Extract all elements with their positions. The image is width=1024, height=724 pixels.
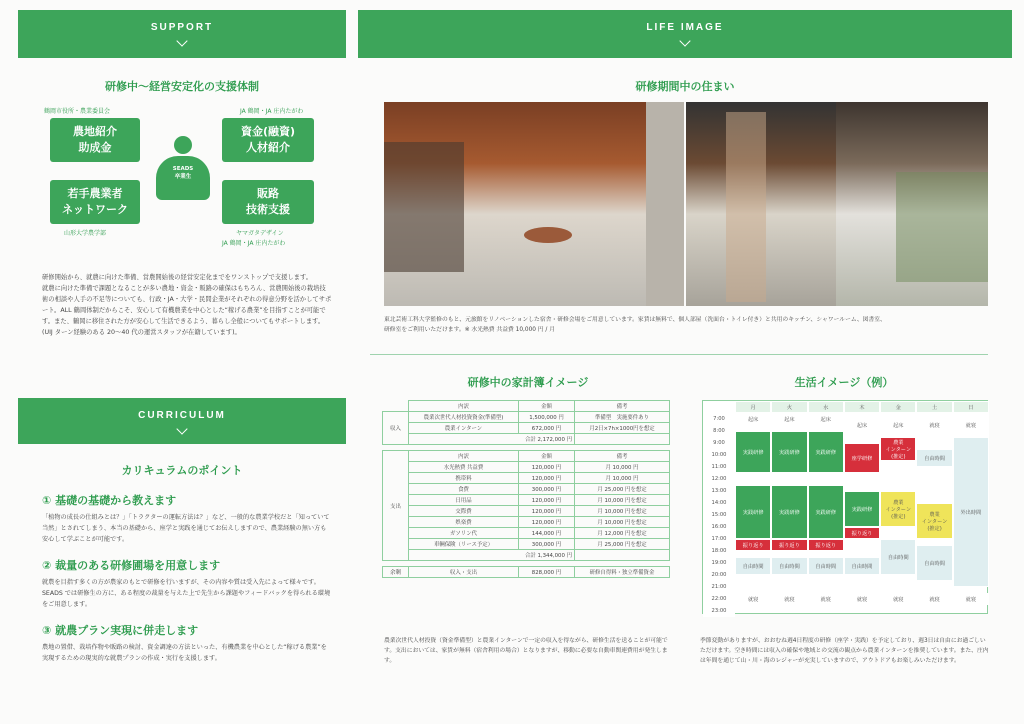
cell-line: 農業: [893, 499, 904, 506]
life-heading: 生活イメージ（例）: [794, 376, 894, 389]
practice-cell: 実践研修: [735, 431, 771, 473]
sleep-cell: 就寝: [844, 593, 880, 605]
budget-cell: 120,000 円: [519, 506, 575, 517]
cell-line: (推定): [891, 513, 906, 520]
chevron-down-icon: [176, 423, 187, 434]
time-label: 15:00: [703, 509, 735, 521]
support-heading: 研修中～経営安定化の支援体制: [105, 80, 259, 93]
center-line: 卒業生: [174, 174, 192, 180]
curriculum-title: CURRICULUM: [138, 410, 226, 421]
box-line: ネットワーク: [62, 203, 128, 216]
diagram-box-network: [50, 180, 140, 224]
point-heading: ① 基礎の基礎から教えます: [42, 494, 177, 507]
cell-line: インターン: [921, 518, 948, 525]
free-cell: 自由時間: [808, 557, 844, 575]
housing-line: 東北芸術工科大学監修のもと、元旅館をリノベーションした宿舎・研修会場をご用意しています。家賃は無料で、個人部屋（洗面台・トイレ付き）と共用のキッチン、シャワールーム、図書室、: [384, 317, 886, 323]
diagram-label-br-2: JA 鶴岡・JA 庄内たがわ: [222, 240, 286, 247]
cell-line: インターン: [885, 446, 912, 453]
box-line: 農地紹介: [73, 125, 117, 138]
dormitory-lobby-photo: [384, 102, 684, 306]
diagram-box-sales: [222, 180, 314, 224]
center-line: SEADS: [172, 166, 194, 172]
practice-cell: 実践研修: [771, 485, 807, 539]
cell-line: インターン: [885, 506, 912, 513]
lecture-cell: 座学研修: [844, 443, 880, 473]
dormitory-stairs-photo: [686, 102, 836, 306]
divider: [370, 354, 988, 355]
budget-cell: 300,000 円: [519, 539, 575, 550]
budget-cell: 収入・支出: [409, 567, 519, 578]
curriculum-header: [18, 398, 346, 444]
diagram-label-bl: 山形大学農学部: [64, 230, 107, 237]
person-head-icon: [174, 136, 192, 154]
budget-cell: 月 25,000 円を想定: [575, 539, 670, 550]
cell-line: (推定): [891, 453, 906, 460]
photo-plants: [896, 172, 988, 282]
reflect-cell: 振り返り: [808, 539, 844, 551]
budget-cell: 144,000 円: [519, 528, 575, 539]
practice-cell: 実践研修: [808, 431, 844, 473]
budget-header: 金額: [519, 401, 575, 412]
budget-cell: 672,000 円: [519, 423, 575, 434]
support-paragraph: 就農に向けた準備で課題となることが多い農地・資金・販路の確保はもちろん、営農開始後の栽培技術の相談や人手の不足等についても、行政・JA・大学・民間企業がそれぞれの得意分野を活かしてサポート。ALL 鶴岡体制だからこそ、安心して有機農業を中心とした“稼げる農業”を目指すことが可能です。また、鶴岡に移住された方が安心して生活できるよう、暮らし全般についてもサポートします。(UIJ ターン経験のある 20～40 代の運営スタッフが在籍しています)。: [42, 285, 332, 336]
time-label: 22:00: [703, 593, 735, 605]
budget-cell: 月 10,000 円を想定: [575, 517, 670, 528]
housing-text: [384, 315, 994, 335]
budget-cell: 携帯料: [409, 473, 519, 484]
life-text: 季節変動がありますが、おおむね週4日程度の研修（座学・実践）を予定しており、週3日は自由にお過ごしいただけます。空き時間には収入の確保や地域との交流の観点から農業インターンを推奨しています。また、庄内は年間を通じて山・川・海のレジャーが充実していますので、アウトドアもお楽しみいただけます。: [700, 638, 989, 664]
time-label: 7:00: [703, 413, 735, 425]
box-line: 助成金: [78, 141, 112, 154]
cell-line: 農業: [893, 439, 904, 446]
time-label: 13:00: [703, 485, 735, 497]
budget-cell: 月 10,000 円: [575, 473, 670, 484]
housing-line: 研修室をご利用いただけます。※ 水光熱費 共益費 10,000 円 / 月: [384, 327, 556, 333]
photo-pillar: [646, 102, 684, 306]
curriculum-points: [42, 492, 332, 664]
reflect-cell: 振り返り: [771, 539, 807, 551]
budget-cell: 月 10,000 円: [575, 462, 670, 473]
diagram-box-funding: [222, 118, 314, 162]
point-text: 農地の置借、栽培作物や販路の検討、資金調達の方法といった、有機農業を中心とした“稼げる農業”を実現するための現実的な就農プランの作成・実行を支援します。: [42, 644, 327, 662]
life-image-header: [358, 10, 1012, 58]
free-cell: 自由時間: [844, 557, 880, 575]
budget-cell: 農業インターン: [409, 423, 519, 434]
practice-cell: 実践研修: [735, 485, 771, 539]
diagram-label-br-1: ヤマガタデザイン: [236, 230, 284, 237]
budget-cell: 月 12,000 円を想定: [575, 528, 670, 539]
budget-cell: 研修自得料・独立準備資金: [575, 567, 670, 578]
practice-cell: 実践研修: [808, 485, 844, 539]
budget-cell: 120,000 円: [519, 462, 575, 473]
budget-header: 内訳: [409, 451, 519, 462]
budget-header: 備考: [575, 401, 670, 412]
wake-cell: 起床: [771, 413, 807, 425]
income-label: 収入: [383, 412, 409, 445]
balance-label: 余剰: [383, 567, 409, 578]
budget-header: 金額: [519, 451, 575, 462]
chevron-down-icon: [176, 35, 187, 46]
cell-line: 農業: [929, 511, 940, 518]
photo-fireplace: [524, 227, 572, 243]
free-cell: 自由時間: [916, 449, 952, 467]
point-text: 「植物の成長の仕組みとは？」「トラクターの運転方法は？」など、一般的な農業学校だと「知っていて当然」とされてしまう、本当の基礎から、座学と実践を通じてお伝えしますので、農業経験の無い方も安心して学ぶことが可能です。: [42, 514, 330, 543]
time-label: 19:00: [703, 557, 735, 569]
reflect-cell: 振り返り: [735, 539, 771, 551]
budget-table: [382, 400, 670, 578]
expense-total: 合計 1,344,000 円: [409, 550, 575, 561]
sleep-cell: 就寝: [953, 593, 989, 605]
cell-line: (推定): [927, 525, 942, 532]
budget-cell: 月 10,000 円を想定: [575, 495, 670, 506]
expense-label: 支出: [383, 451, 409, 561]
budget-cell: 120,000 円: [519, 517, 575, 528]
wake-cell: 起床: [880, 413, 916, 437]
diagram-box-farmland: [50, 118, 140, 162]
support-header: [18, 10, 346, 58]
support-paragraph: 研修開始から、就農に向けた準備、営農開始後の経営安定化までをワンストップで支援します。: [42, 274, 313, 281]
dormitory-hall-photo: [836, 102, 988, 306]
time-label: 16:00: [703, 521, 735, 533]
box-line: 人材紹介: [246, 141, 290, 154]
free-cell: 自由時間: [916, 545, 952, 581]
wake-cell: 起床: [735, 413, 771, 425]
budget-cell: 車輌保険（リース予定）: [409, 539, 519, 550]
support-text: [42, 272, 332, 338]
time-label: 18:00: [703, 545, 735, 557]
outing-cell: 外出時間: [953, 437, 989, 587]
time-label: 23:00: [703, 605, 735, 617]
free-cell: 自由時間: [735, 557, 771, 575]
budget-cell: 300,000 円: [519, 484, 575, 495]
time-label: 8:00: [703, 425, 735, 437]
practice-cell: 実践研修: [771, 431, 807, 473]
housing-heading: 研修期間中の住まい: [635, 80, 735, 93]
curriculum-heading: カリキュラムのポイント: [121, 464, 243, 477]
reflect-cell: 振り返り: [844, 527, 880, 539]
box-line: 販路: [257, 187, 279, 200]
budget-header: 備考: [575, 451, 670, 462]
free-cell: 自由時間: [771, 557, 807, 575]
practice-cell: 実践研修: [844, 491, 880, 527]
wake-cell: 起床: [808, 413, 844, 425]
photo-wall: [384, 142, 464, 272]
free-cell: 自由時間: [880, 539, 916, 575]
day-header: 金: [880, 401, 916, 413]
budget-cell: 準備型 実施要件あり: [575, 412, 670, 423]
budget-cell: 1,500,000 円: [519, 412, 575, 423]
point-heading: ③ 就農プラン実現に併走します: [42, 624, 199, 637]
time-label: 14:00: [703, 497, 735, 509]
chevron-down-icon: [679, 35, 690, 46]
time-label: 10:00: [703, 449, 735, 461]
budget-cell: 食費: [409, 484, 519, 495]
budget-cell: 月 10,000 円を想定: [575, 506, 670, 517]
budget-cell: ガソリン代: [409, 528, 519, 539]
sleep-cell: 就寝: [916, 413, 952, 437]
sleep-cell: 就寝: [735, 593, 771, 605]
day-header: 木: [844, 401, 880, 413]
budget-text: 農業次世代人材投資（資金準備型）と農業インターンで一定の収入を得ながら、研修生活を送ることが可能です。支出においては、家賃が無料（宿舎利用の場合）となりますが、移動に必要な自動車関連費用が発生します。: [384, 638, 668, 664]
time-label: 21:00: [703, 581, 735, 593]
intern-cell: [916, 503, 952, 539]
budget-cell: 828,000 円: [519, 567, 575, 578]
intern-cell: [880, 437, 916, 461]
sleep-cell: 就寝: [953, 413, 989, 437]
budget-cell: 日用品: [409, 495, 519, 506]
day-header: 水: [808, 401, 844, 413]
budget-header: 内訳: [409, 401, 519, 412]
day-header: 火: [771, 401, 807, 413]
photo-column: [726, 112, 766, 302]
time-label: 11:00: [703, 461, 735, 473]
wake-cell: 起床: [844, 413, 880, 437]
support-diagram: [40, 102, 330, 252]
budget-heading: 研修中の家計簿イメージ: [467, 376, 589, 389]
intern-cell: [880, 491, 916, 527]
time-label: 17:00: [703, 533, 735, 545]
budget-cell: 月2日×7h×1000円を想定: [575, 423, 670, 434]
point-heading: ② 裁量のある研修圃場を用意します: [42, 559, 221, 572]
life-schedule: [702, 400, 988, 614]
box-line: 若手農業者: [67, 187, 123, 200]
budget-cell: 120,000 円: [519, 473, 575, 484]
time-label: 20:00: [703, 569, 735, 581]
time-label: 9:00: [703, 437, 735, 449]
diagram-label-tl: 鶴岡市役所・農業委員会: [44, 108, 111, 115]
day-header: 土: [916, 401, 952, 413]
sleep-cell: 就寝: [771, 593, 807, 605]
time-label: 12:00: [703, 473, 735, 485]
budget-cell: 水光熱費 共益費: [409, 462, 519, 473]
point-text: 就農を目指す多くの方が農家のもとで研修を行いますが、その内容や質は受入先によって様々です。SEADS では研修生の方に、ある程度の裁量を与えた上で先生から課題やフィードバックを得られる環境をご用意します。: [42, 579, 331, 608]
support-title: SUPPORT: [150, 22, 214, 33]
budget-cell: 120,000 円: [519, 495, 575, 506]
budget-cell: 農業次世代人材投資資金(準備型): [409, 412, 519, 423]
day-header: 月: [735, 401, 771, 413]
income-total: 合計 2,172,000 円: [409, 434, 575, 445]
sleep-cell: 就寝: [880, 593, 916, 605]
day-header: 日: [953, 401, 989, 413]
sleep-cell: 就寝: [808, 593, 844, 605]
budget-cell: 交際費: [409, 506, 519, 517]
box-line: 技術支援: [246, 203, 290, 216]
life-title: LIFE IMAGE: [646, 22, 724, 33]
budget-cell: 娯楽費: [409, 517, 519, 528]
graduate-figure: [156, 156, 210, 200]
sleep-cell: 就寝: [916, 593, 952, 605]
diagram-label-tr: JA 鶴岡・JA 庄内たがわ: [240, 108, 304, 115]
budget-cell: 月 25,000 円を想定: [575, 484, 670, 495]
box-line: 資金(融資): [240, 125, 296, 138]
